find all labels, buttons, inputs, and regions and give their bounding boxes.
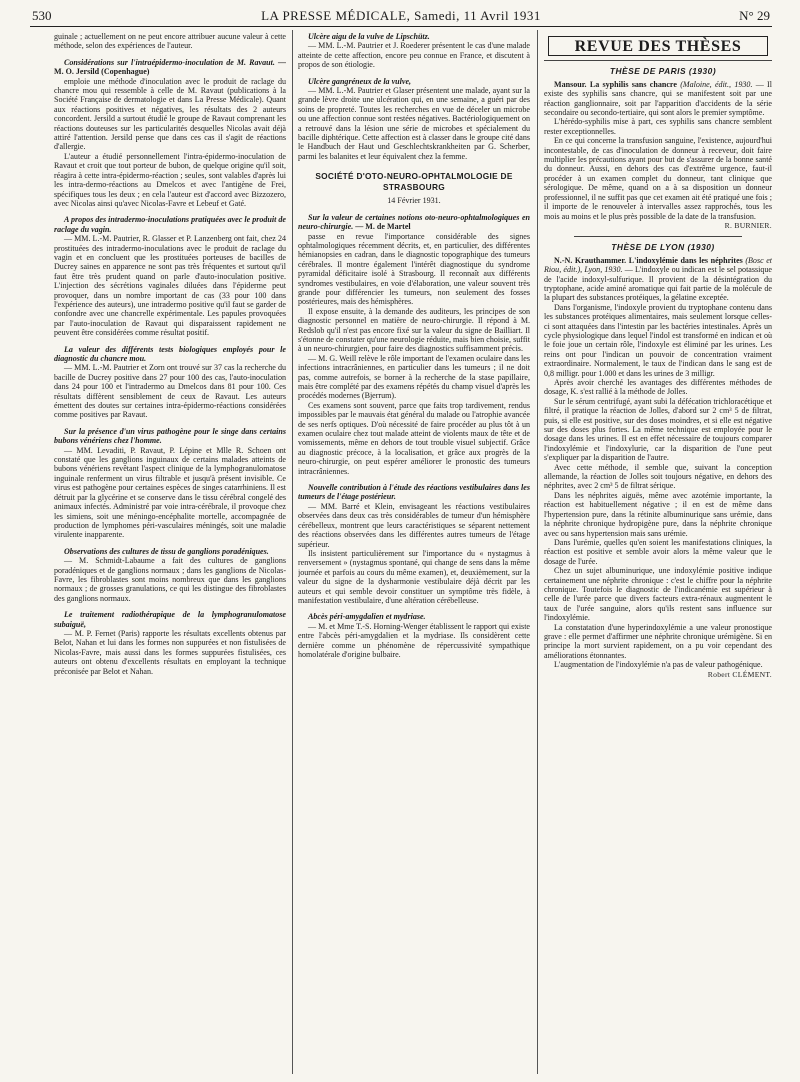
thesis-heading: THÈSE DE PARIS (1930) [609,66,717,77]
signature: Robert CLÉMENT. [707,669,772,679]
section-heading: Considérations sur l'intraépidermo-inoculation de M. Ravaut. — M. O. Jersild (Copenhague) [54,57,286,77]
section-heading: La valeur des différents tests biologiques employés pour le diagnostic du chancre mou. [54,344,286,363]
page-header [32,6,770,28]
journal-title: LA PRESSE MÉDICALE, Samedi, 11 Avril 1931 [261,8,541,23]
section-heading: Observations des cultures de tissu de ganglions poradéniques. [64,546,269,556]
section-heading: Ulcère gangréneux de la vulve, [308,76,412,86]
header-rule [30,26,772,27]
paragraph: L'hérédo-syphilis mise à part, ces syphilis sans chancre semblent rester exceptionnelles. [544,117,772,136]
column-divider [537,30,538,1074]
issue-number: N° 29 [739,8,770,23]
section-heading: Le traitement radiothérapique de la lymphogranulomatose subaiguë, [54,610,286,629]
section-heading: Sur la valeur de certaines notions oto-neuro-ophtalmologiques en neuro-chirurgie. — M. de Martel [298,212,530,232]
thesis-entry: N.-N. Krauthammer. L'indoxylémie dans les néphrites (Bosc et Riou, édit.), Lyon, 1930. — L'indoxyle ou indican est le sel potassique de l'acide indoxyl-sulfurique. Il provient de la désintégration du tryptophane, acide aminé aromatique qui fait partie de la molécule de la plupart des substances protéiques, la gélatine exceptée. [544,255,772,303]
thesis-author-title: Mansour. La syphilis sans chancre [554,79,677,89]
publisher: (Maloine, édit., 1930. [680,79,753,89]
column-middle [298,32,530,1074]
section-heading: Abcès péri-amygdalien et mydriase. [308,612,426,622]
column-left [54,32,286,1074]
paragraph: Il expose ensuite, à la demande des auditeurs, les principes de son diagnostic personnel en matière de neuro-chirurgie. Il répond à M. Redslob qu'il n'est pas encore fixé sur la valeur du signe de Bailliart. Il s'étonne de constater qu'une neurologie réduite, mais bien choisie, suffit à un neuro-chirurgien, pour faire des diagnostics suffisamment précis. [298,306,530,354]
society-date: 14 Février 1931. [387,196,441,206]
paragraph: emploie une méthode d'inoculation avec le produit de raclage du chancre mou qui ressemble à celle de M. Ravaut (publications à la Société Française de dermatologie et dans La Presse Médicale). Quant aux réactions positives et négatives, les résultats des 2 auteurs concordent. Jersild a surtout étudié le groupe de Ravaut comprenant les réactions douteuses sur les particularités desquelles Nicolas avait déjà attiré l'attention. Jersild pense que dans ces cas il s'agit de réactions d'allergie. [54,76,286,152]
paragraph: — MM. L.-M. Pautrier et Glaser présentent une malade, ayant sur la grande lèvre droite une ulcération qui, en une semaine, a guéri par des soins de propreté. Toutes les recherches en vue de déceler un microbe ou une affection connue sont restées négatives. Bactériologiquement on a retrouvé dans la lésion une série de microbes et spécialement du bacille diphtérique. Cette affection est à classer dans le groupe cité dans le Handbuch der Haut und Geschlechtskrankheiten par G. Scherber, parmi les balanites et leur équivalent chez la femme. [298,86,530,161]
paragraph: — MM. L.-M. Pautrier et Zorn ont trouvé sur 37 cas la recherche du bacille de Ducrey positive dans 27 pour 100 des cas, l'auto-inoculation dans 24 pour 100 et l'intradermo au Dmelcos dans 81 pour 100. Ces résultats diffèrent sensiblement de ceux de Ravaut. Les auteurs émettent des doutes sur certaines intra-épidermo-réactions considérées comme positives par Ravaut. [54,363,286,420]
paragraph: Dans l'organisme, l'indoxyle provient du tryptophane contenu dans les substances protéiques alimentaires, mais seulement lorsque celles-ci sont attaquées dans l'intestin par les bactéries intestinales. Après un cycle physiologique dans lequel l'indol est transformé en indican et où le foie joue un certain rôle, l'indoxyle est éliminé par les urines. Les reins ont pour l'indican un pouvoir de concentration vraiment extraordinaire. Normalement, le taux de l'indican dans le sang est de 0,8 milligr. pour 1.000 et dans les urines de 3 milligr. [544,302,772,378]
paragraph: — M. G. Weill relève le rôle important de l'examen oculaire dans les infections intracrâniennes, en particulier dans les tumeurs ; il ne doit pas, comme autrefois, se borner à la recherche de la stase papillaire, mais être complété par des examens répétés du champ visuel d'après les procédés modernes (Bjerrum). [298,353,530,401]
paragraph: Sur le sérum centrifugé, ayant subi la défécation trichloracétique et filtré, il pratique la réaction de Jolles, d'abord sur 2 cm³ 5 de filtrat, puis, si elle est positive, sur des doses moindres, et si elle est négative sur des doses plus fortes. La même technique est employée pour le dosage dans les urines. Il est en effet nécessaire de toujours comparer l'indoxylémie et l'indoxylurie, car la disparition de l'une peut s'expliquer par la disparition de l'autre. [544,396,772,463]
paragraph: Avec cette méthode, il semble que, suivant la conception allemande, la réaction de Jolles soit toujours négative, en dehors des néphrites, avec 2 cm³ 5 de filtrat sérique. [544,462,772,491]
divider [574,236,742,237]
paragraph: — M. et Mme T.-S. Horning-Wenger établissent le rapport qui existe entre l'abcès péri-amygdalien et la mydriase. Ils considèrent cette dernière comme un phénomène de répercussivité sympathique homolatérale d'origine bulbaire. [298,621,530,659]
divider [544,60,772,61]
thesis-author-title: N.-N. Krauthammer. L'indoxylémie dans les néphrites [554,255,743,265]
society-title: SOCIÉTÉ D'OTO-NEURO-OPHTALMOLOGIE DE STRASBOURG [315,171,513,193]
paragraph: La constatation d'une hyperindoxylémie a une valeur pronostique grave : elle permet d'affirmer une néphrite chronique urémigène. Si en principe la mort survient rapidement, on a pu voir cependant des améliorations étonnantes. [544,622,772,660]
paragraph: Après avoir cherché les avantages des différentes méthodes de dosage, K. s'est rallié à la méthode de Jolles. [544,378,772,397]
paragraph: — M. P. Fernet (Paris) rapporte les résultats excellents obtenus par Belot, Nahan et lui dans les formes non suppurées et non fistulisées de Nicolas-Favre, mais aussi dans les formes suppurées fistulisées, ces auteurs ont obtenu d'excellents résultats en employant la technique préconisée par Belot et Nahan. [54,628,286,676]
paragraph: L'auteur a étudié personnellement l'intra-épidermo-inoculation de Ravaut et croit que tout porteur de bubon, de quelque origine qu'il soit, réagira à cette intra-épidermo-réaction ; seules, sont valables d'après lui les intra-dermo-réactions au Dmelcos et avec l'antigène de Frei, spécifiques tous les deux ; en cela l'auteur est d'accord avec Bizzozero, avec Nicolas ainsi qu'avec Nicolas-Favre et Lebeuf et Gaté. [54,151,286,208]
section-banner: REVUE DES THÈSES [548,36,768,56]
section-heading: Sur la présence d'un virus pathogène pour le singe dans certains bubons vénériens chez l'homme. [54,426,286,446]
section-heading: Ulcère aigu de la vulve de Lipschütz. [308,32,430,41]
thesis-entry: Mansour. La syphilis sans chancre (Maloine, édit., 1930. — Il existe des syphilis sans chancre, qui se manifestent soit par une réaction ganglionnaire, soit par l'apparition d'accidents de la série secondaire ou secondo-tertiaire, qui sont alors le premier symptôme. [544,79,772,118]
paragraph: — MM. L.-M. Pautrier, R. Glasser et P. Lanzenberg ont fait, chez 24 prostituées des intradermo-inoculations avec le produit de raclage du vagin et en concluent que les prostituées porteuses de bacilles de Ducrey saines en apparence ne sont pas très fréquentes et surtout qu'il faut être très prudent quand on parle d'auto-inoculation positive. L'injection des sécrétions vaginales diluées dans l'épiderme peut provoquer, dans un nombre important de cas (33 pour 100 dans l'expérience des auteurs), une intradermo positive qu'il faut se garder de confondre avec une chancrelle expérimentale. Les papules provoquées par l'auto-inoculation de Ravaut qui disparaissent rapidement ne peuvent être considérées comme résultat positif. [54,234,286,338]
column-divider [292,30,293,1074]
paragraph: — MM. Barré et Klein, envisageant les réactions vestibulaires observées dans deux cas très considérables de tumeur d'un hémisphère cérébelleux, montrent que leurs caractéristiques se séparent nettement des réactions observées dans les différentes autres tumeurs de l'étage supérieur. [298,501,530,549]
paragraph: passe en revue l'importance considérable des signes ophtalmologiques récemment décrits, et, en particulier, des différentes hémianopsies en cadran, dans le diagnostic topographique des tumeurs cérébrales. Il montre également l'intérêt diagnostique du syndrome pyramidal déficitaire isolé à Strasbourg. Il reconnaît aux différents syndromes vestibulaires, en voie d'élaboration, une valeur souvent très grande pour différencier les tumeurs, non seulement des fosses postérieures, mais des hémisphères. [298,231,530,307]
paragraph: Dans l'urémie, quelles qu'en soient les manifestations cliniques, la réaction est positive et semble avoir alors la même valeur que le dosage de l'urée. [544,537,772,566]
section-heading: A propos des intradermo-inoculations pratiquées avec le produit de raclage du vagin. [54,215,286,234]
paragraph: Ils insistent particulièrement sur l'importance du « nystagmus à renversement » (nystagmus spontané, qui change de sens dans la même journée et parfois au cours du même examen), et, deuxièmement, sur la valeur du signe de la dysharmonie vestibulaire déjà décrit par les auteurs et qui semble devoir constituer un symptôme très fidèle, à manifestation vestibulaire, d'une altération cérébelleuse. [298,548,530,605]
paragraph: L'augmentation de l'indoxylémie n'a pas de valeur pathogénique. [554,660,763,670]
thesis-heading: THÈSE DE LYON (1930) [611,242,715,253]
author: — M. de Martel [355,222,411,232]
paragraph: Ces examens sont souvent, parce que faits trop tardivement, rendus impossibles par le mauvais état général du malade ou l'atrophie avancée de ses nerfs optiques. D'où nécessité de faire procéder au plus tôt à un examen oculaire chez tout malade atteint de violents maux de tête et de vomissements, même en dehors de tout trouble visuel subjectif. Grâce au diagnostic précoce, à la localisation, et grâce aux progrès de la neuro-chirurgie, on peut espérer améliorer le pronostic des tumeurs intracrâniennes. [298,400,530,476]
paragraph: — MM. L.-M. Pautrier et J. Roederer présentent le cas d'une malade atteinte de cette affection, encore peu connue en France, et discutent à propos de son étiologie. [298,41,530,70]
paragraph: Chez un sujet albuminurique, une indoxylémie positive indique certainement une néphrite chronique : c'est le chiffre pour la néphrite chronique. Toutefois le diagnostic de l'indicanémie est supérieur à celle de l'urée parce que divers facteurs extra-rénaux augmentent le taux de l'urée sanguine, alors qu'ils restent sans influence sur l'indoxylémie. [544,566,772,623]
signature: R. BURNIER. [724,220,772,230]
paragraph: guinale ; actuellement on ne peut encore attribuer aucune valeur à cette méthode, selon des expériences de l'auteur. [54,32,286,51]
column-right [544,32,772,1074]
page-number: 530 [32,8,52,23]
paragraph: Dans les néphrites aiguës, même avec azotémie importante, la réaction est habituellement négative ; il en est de même dans l'hypertension pure, dans la rétinite albuminurique sans urémie, dans la néphrite chronique hydropigène pure, dans la néphrite chronique avec ou sans hypertension mais sans urémie. [544,490,772,538]
publisher: (Bosc et Riou, édit.), Lyon, 1930. [544,255,772,275]
paragraph: En ce qui concerne la transfusion sanguine, l'existence, aujourd'hui incontestable, de cas d'inoculation de donneur à receveur, doit faire multiplier les précautions ayant pour but de s'assurer de la bonne santé du donneur. Aussi, en dehors des cas d'extrême urgence, faut-il procéder à un examen complet du donneur, tant clinique que sérologique. De même, quand on a à sa disposition un donneur professionnel, il ne suffit pas que cet examen ait été pratiqué une fois ; il importe de le renouveler à intervalles assez rapprochés, tous les mois au moins et le plus près possible de la date de la transfusion. [544,136,772,221]
author: — M. O. Jersild (Copenhague) [54,57,286,77]
paragraph: — MM. Levaditi, P. Ravaut, P. Lépine et Mlle R. Schoen ont constaté que les ganglions inguinaux de certains malades atteints de bubons vénériens revêtant l'aspect clinique de la lymphogranulomatose inguinale renferment un virus filtrable et jusqu'à présent invisible. Ce virus est pathogène pour certaines espèces de singes catarrhiniens. Il est détruit par la glycérine et se conserve dans le tissu cérébral congelé des animaux infectés. Administré par voie intra-cérébrale, il provoque chez les simiens, soit une méningo-encéphalite mortelle, accompagnée de production de lymphomes péri-vasculaires méningés, soit une maladie virulente inapparente. [54,445,286,540]
paragraph: — M. Schmidt-Labaume a fait des cultures de ganglions poradéniques et de ganglions normaux ; dans les ganglions de Nicolas-Favre, les fibroblastes sont moins nombreux que dans les ganglions normaux ; de grosses granulations, ce qui les distingue des fibroblastes des ganglions normaux. [54,556,286,603]
section-heading: Nouvelle contribution à l'étude des réactions vestibulaires dans les tumeurs de l'étage postérieur. [298,483,530,502]
